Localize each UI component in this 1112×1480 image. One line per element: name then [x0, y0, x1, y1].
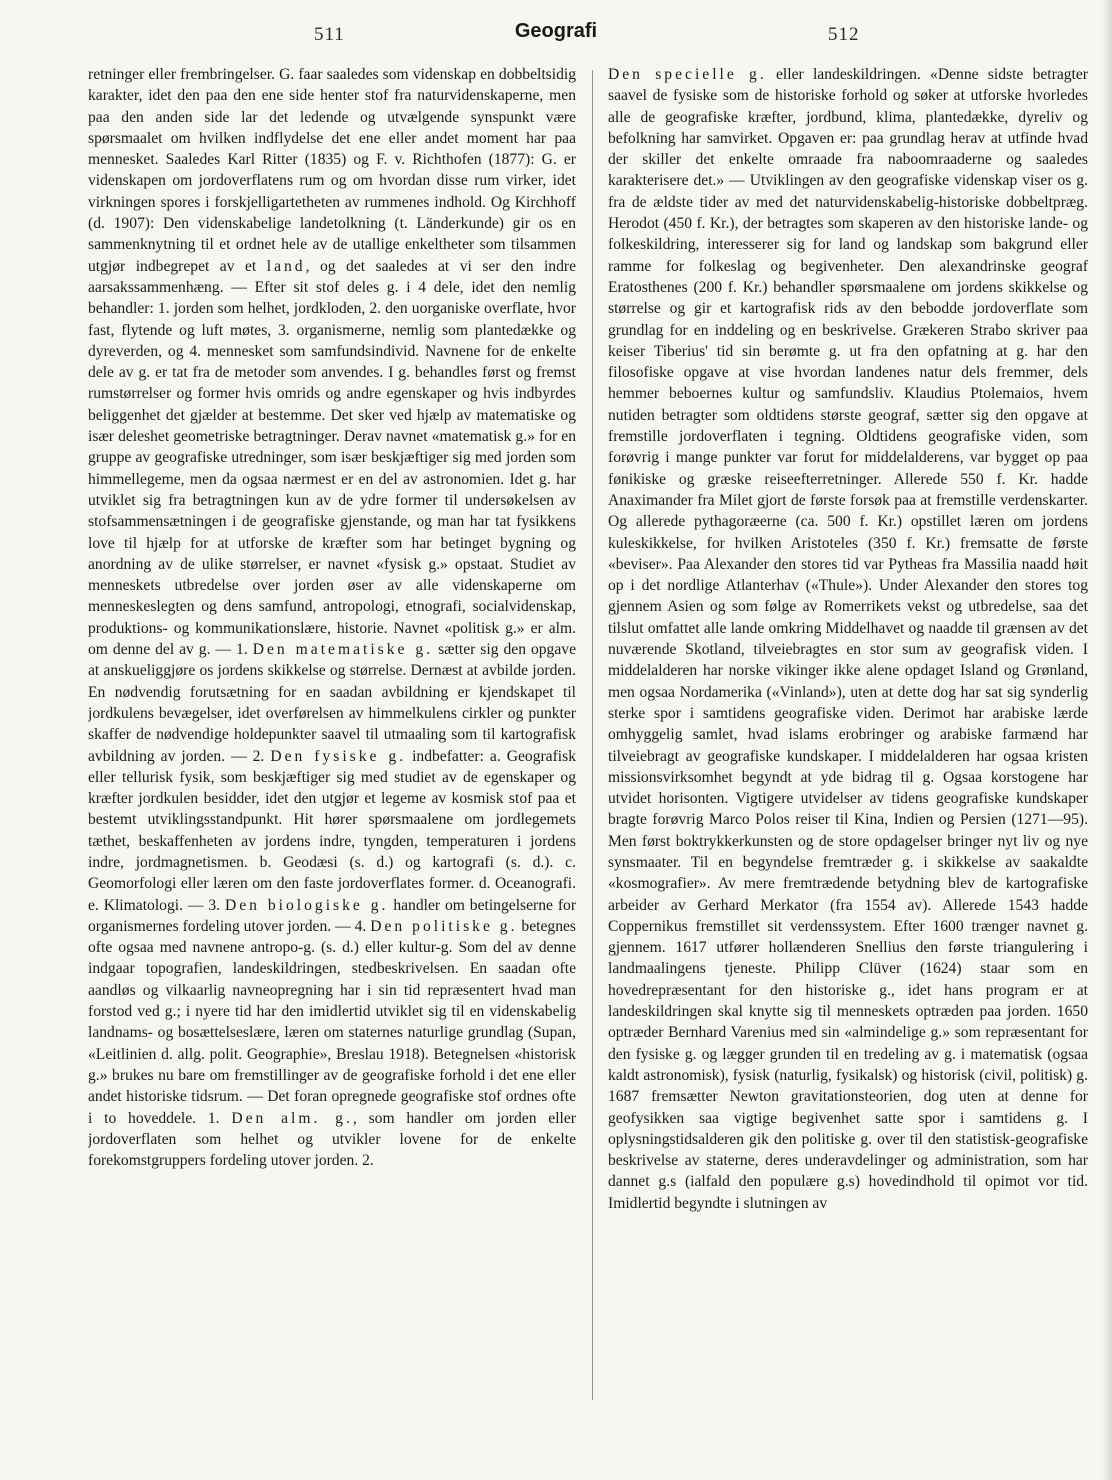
text-run: , som handler om jorden eller jordoverflaten som helhet og utvikler lovene for de enkelte forekomstgruppers fordeling utover jorden. 2.: [88, 1109, 576, 1170]
spaced-term: Den matematiske g.: [252, 641, 434, 659]
page-edge-shadow: [1102, 0, 1112, 1480]
text-run: eller landeskildringen. «Denne sidste betragter saavel de fysiske som de historiske forhold og søker at utforske hvorledes alle de geografiske kræfter, jordbund, klima, plantedække, dyreliv og befolkning har samvirket. Opgaven er: paa grundlag herav at utfinde hvad der skiller det enkelte omraade fra naboomraaderne og saaledes karakterisere det.» — Utviklingen av den geografiske videnskap viser os g. fra de ældste tider av med det naturvidenskabelig-historiske dobbeltpræg. Herodot (450 f. Kr.), der betragtes som skaperen av den historiske lande- og folkeskildring, interesserer sig for land og landskap som bakgrund eller ramme for folkeslag og begivenheter. Den alexandrinske geograf Eratosthenes (200 f. Kr.) behandler spørsmaalene om jordens skikkelse og størrelse og gir et kartografisk rids av den bebodde jordoverflate som grundlag for en inddeling og en beskrivelse. Grækeren Strabo skriver paa keiser Tiberius' tid sin berømte g. ut fra den opfatning at g. har den filosofiske opgave at vise hvordan landenes natur dels fremmer, dels hemmer beboernes kultur og samfundsliv. Klaudius Ptolemaios, hvem nutiden betragter som oldtidens største geograf, sætter sig den opgave at fremstille jordoverflaten i tegning. Oldtidens geografiske viden, som forøvrig i mange punkter var forut for middelalderens, var bygget op paa fønikiske og græske reiseefterretninger. Allerede 550 f. Kr. hadde Anaximander fra Milet gjort de første forsøk paa at fremstille verdenskarter. Og allerede pythagoræerne (ca. 500 f. Kr.) opstillet læren om jordens kuleskikkelse, for hvilken Aristoteles (350 f. Kr.) fremsatte de første «beviser». Paa Alexander den stores tid var Pytheas fra Massilia naadd høit op i det nordlige Atlanterhav («Thule»). Under Alexander den stores tog gjennem Asien og som følge av Romerrikets vekst og utbredelse, saa det tilslut omfattet alle lande omkring Middelhavet og naadde til grænsen av det nuværende Skotland, tilveiebragtes en stor sum av geografisk viden. I middelalderen har norske vikinger ikke alene opdaget Island og Grønland, men ogsaa Nordamerika («Vinland»), uten at dette dog har sat sig synderlig sterke spor i samtidens geografiske viden. Derimot har arabiske lærde omhyggelig samlet, hvad islams erobringer og arabiske farmænd har tilveiebragt av geografiske kundskaper. I middelalderen har ogsaa kristen missionsvirksomhet begyndt at yde bidrag til g. Ogsaa korstogene har utvidet horisonten. Vigtigere utvidelser av tidens geografiske kundskaper bragte forøvrig Marco Polos reiser til Kina, Indien og Persien (1271—95). Men først boktrykkerkunsten og de store opdagelser bringer nyt liv og nye synsmaater. Til en begyndelse fremtræder g. i skikkelse av saakaldte «kosmografier». Av mere fremtrædende betydning blev de kartografiske arbeider av Gerhard Merkator (fra 1554 av). Allerede 1543 hadde Coppernikus fremstillet sit verdenssystem. Efter 1600 trænger navnet g. gjennem. 1617 utfører hollænderen Snellius den første triangulering i landmaalingens tjeneste. Philipp Clüver (1624) staar som en hovedrepræsentant for den historiske g., idet hans program er at landeskildringen skal knytte sig til menneskets optræden paa jorden. 1650 optræder Bernhard Varenius med sin «almindelige g.» som repræsentant for den fysiske g. og lægger grunden til en tredeling av g. i matematisk (ogsaa kaldt astronomisk), fysisk (naturlig, fysikalsk) og historisk (civil, politisk) g. 1687 fremsætter Newton gravitationsteorien, dog uten at denne for geofysikken saa vigtige begivenhet satte spor i samtidens g. I oplysningstidsalderen gik den politiske g. over til den statistisk-geografiske beskrivelse av staterne, deres underavdelinger og administration, som har dannet g.s (ialfald den populære g.s) hovedindhold til opimot vor tid. Imidlertid begyndte i slutningen av: [608, 66, 1088, 1212]
spaced-term: land: [266, 257, 306, 275]
text-run: retninger eller frembringelser. G. faar saaledes som videnskap en dobbeltsidig karakter, idet den paa den ene side henter stof fra naturvidenskaperne, men paa den anden side lar det ledende og utvælgende synspunkt være spørsmaalet om hvilken indflydelse det ene eller andet moment har paa mennesket. Saaledes Karl Ritter (1835) og F. v. Richthofen (1877): G. er videnskapen om jordoverflatens rum og om hvordan disse rum virker, idet virkningen spores i forskjelligartetheten av rummenes indhold. Og Kirchhoff (d. 1907): Den videnskabelige landetolkning (t. Länderkunde) gir os en sammenknytning til et ordnet hele av de utallige enkeltheter som tilsammen utgjør indbegrepet av et: [88, 66, 576, 275]
spaced-term: Den fysiske g.: [270, 747, 407, 765]
right-column-text: [608, 64, 1088, 1214]
spaced-term: Den politiske g.: [370, 917, 518, 935]
page-header: [0, 14, 1112, 54]
column-divider: [592, 70, 593, 1400]
page-number-left: 511: [314, 24, 345, 45]
page-title: Geografi: [514, 20, 598, 42]
right-column: [608, 64, 1088, 1394]
text-run: handler om betingelserne for organismernes fordeling utover jorden. — 4.: [88, 896, 576, 935]
text-run: sætter sig den opgave at anskueliggjøre os jordens skikkelse og størrelse. Dernæst at avbilde jorden. En nødvendig forutsætning for en saadan avbildning er kjendskapet til jordkulens bevægelser, idet overførelsen av himmelkulens cirkler og punkter skaffer de nødvendige holdepunkter saavel til utmaaling som til kartografisk avbildning av jorden. — 2.: [88, 641, 576, 765]
page-number-right: 512: [828, 24, 860, 45]
spaced-term: Den alm. g.: [231, 1109, 353, 1127]
text-run: betegnes ofte ogsaa med navnene antropo-g. (s. d.) eller kultur-g. Som del av denne indgaar topografien, landeskildringen, stedbeskrivelsen. En saadan ofte aandløs og vilkaarlig navneopregning har i sin tid repræsentert hvad man forstod ved g.; i nyere tid har den imidlertid utviklet sig til en videnskabelig landnams- og bosættelseslære, læren om staternes naturlige grundlag (Supan, «Leitlinien d. allg. polit. Geographie», Breslau 1918). Betegnelsen «historisk g.» brukes nu bare om fremstillinger av de geografiske forhold i det ene eller andet historiske tidsrum. — Det foran opregnede geografiske stof ordnes ofte i to hoveddele. 1.: [88, 917, 576, 1127]
spaced-term: Den specielle g.: [608, 66, 767, 83]
spaced-term: Den biologiske g.: [224, 896, 389, 914]
left-column-text: [88, 64, 576, 1171]
text-run: indbefatter: a. Geografisk eller tellurisk fysik, som beskjæftiger sig med studiet av de egenskaper og kræfter jordkulen besidder, idet den utgjør et legeme av kosmisk stof paa et bestemt utviklingsstandpunkt. Hit hører spørsmaalene om jordlegemets tæthet, beskaffenheten av jordens indre, tyngden, temperaturen i jordens indre, jordmagnetismen. b. Geodæsi (s. d.) og kartografi (s. d.). c. Geomorfologi eller læren om den faste jordoverflates former. d. Oceanografi. e. Klimatologi. — 3.: [88, 747, 576, 914]
text-run: , og det saaledes at vi ser den indre aarsakssammenhæng. — Efter sit stof deles g. i 4 dele, idet den nemlig behandler: 1. jorden som helhet, jordkloden, 2. den uorganiske overflate, hvor fast, flytende og luft møtes, 3. organismerne, nemlig som plantedække og dyreverden, og 4. mennesket som samfundsindivid. Navnene for de enkelte dele av g. er tat fra de metoder som anvendes. I g. behandles først og fremst rumstørrelser og former hvis omrids og andre egenskaper og hvis indbyrdes beliggenhet det gjælder at bestemme. Det sker ved hjælp av matematiske og især deleshet geometriske betragtninger. Derav navnet «matematisk g.» for en gruppe av geografiske utredninger, som især beskjæftiger sig med jorden som himmellegeme, men da ogsaa nærmest er en del av astronomien. Idet g. har utviklet sig fra betragtningen kun av de ydre former til undersøkelsen av stofsammensætningen i de geografiske gjenstande, og man har tat fysikkens love til hjælp for at utforske de kræfter som har betinget bygning og anordning av de ulike størrelser, er navnet «fysisk g.» opstaat. Studiet av menneskets utbredelse over jorden øser av alle videnskaperne om menneskeslegten og dens samfund, antropologi, etnografi, socialvidenskap, produktions- og kommunikationslære, historie. Navnet «politisk g.» er alm. om denne del av g. — 1.: [88, 257, 576, 659]
left-column: [88, 64, 576, 1394]
